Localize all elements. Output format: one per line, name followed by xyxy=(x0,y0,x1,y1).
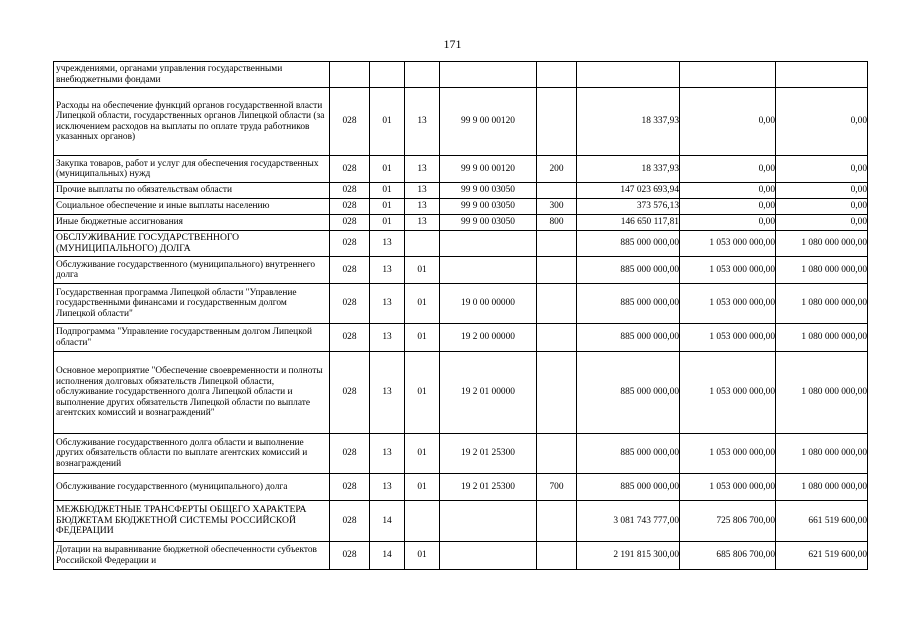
cell-section: 14 xyxy=(370,501,405,542)
cell-target-article: 99 9 00 03050 xyxy=(440,183,537,199)
cell-amount-year3: 1 080 000 000,00 xyxy=(776,284,868,324)
cell-amount-year1: 885 000 000,00 xyxy=(577,434,680,474)
cell-admin-code: 028 xyxy=(330,284,370,324)
cell-section: 01 xyxy=(370,215,405,231)
cell-amount-year3: 1 080 000 000,00 xyxy=(776,324,868,352)
cell-subsection: 13 xyxy=(405,156,440,183)
cell-expense-type xyxy=(537,62,577,88)
budget-table xyxy=(53,61,868,570)
cell-amount-year1: 885 000 000,00 xyxy=(577,352,680,434)
row-name: Прочие выплаты по обязательствам области xyxy=(54,183,330,199)
cell-amount-year1: 2 191 815 300,00 xyxy=(577,542,680,570)
cell-target-article: 19 0 00 00000 xyxy=(440,284,537,324)
table-row xyxy=(54,183,868,199)
row-name: Иные бюджетные ассигнования xyxy=(54,215,330,231)
cell-amount-year2: 0,00 xyxy=(680,88,776,156)
cell-admin-code: 028 xyxy=(330,352,370,434)
cell-amount-year1: 885 000 000,00 xyxy=(577,257,680,284)
table-row xyxy=(54,156,868,183)
cell-expense-type xyxy=(537,501,577,542)
cell-expense-type xyxy=(537,434,577,474)
row-name: Социальное обеспечение и иные выплаты населению xyxy=(54,199,330,215)
row-name: Закупка товаров, работ и услуг для обеспечения государственных (муниципальных) нужд xyxy=(54,156,330,183)
page-number: 171 xyxy=(443,37,462,51)
cell-subsection: 13 xyxy=(405,215,440,231)
cell-target-article xyxy=(440,62,537,88)
table-row xyxy=(54,284,868,324)
cell-expense-type xyxy=(537,88,577,156)
cell-expense-type xyxy=(537,257,577,284)
cell-section: 01 xyxy=(370,199,405,215)
cell-amount-year1: 885 000 000,00 xyxy=(577,231,680,257)
row-name: ОБСЛУЖИВАНИЕ ГОСУДАРСТВЕННОГО (МУНИЦИПАЛЬНОГО) ДОЛГА xyxy=(54,231,330,257)
cell-amount-year1: 147 023 693,94 xyxy=(577,183,680,199)
cell-amount-year1: 18 337,93 xyxy=(577,88,680,156)
row-name: Обслуживание государственного (муниципального) внутреннего долга xyxy=(54,257,330,284)
cell-subsection: 01 xyxy=(405,257,440,284)
cell-section: 01 xyxy=(370,183,405,199)
cell-expense-type: 800 xyxy=(537,215,577,231)
cell-amount-year2: 1 053 000 000,00 xyxy=(680,284,776,324)
cell-expense-type: 300 xyxy=(537,199,577,215)
row-name: Обслуживание государственного (муниципального) долга xyxy=(54,474,330,501)
cell-amount-year2: 1 053 000 000,00 xyxy=(680,257,776,284)
cell-target-article: 99 9 00 00120 xyxy=(440,156,537,183)
cell-target-article xyxy=(440,501,537,542)
cell-amount-year3: 1 080 000 000,00 xyxy=(776,352,868,434)
cell-admin-code: 028 xyxy=(330,434,370,474)
cell-subsection: 01 xyxy=(405,434,440,474)
cell-target-article xyxy=(440,231,537,257)
cell-target-article: 99 9 00 03050 xyxy=(440,215,537,231)
cell-amount-year2: 1 053 000 000,00 xyxy=(680,474,776,501)
cell-target-article xyxy=(440,257,537,284)
cell-amount-year2: 685 806 700,00 xyxy=(680,542,776,570)
cell-amount-year2 xyxy=(680,62,776,88)
cell-section: 13 xyxy=(370,324,405,352)
cell-admin-code: 028 xyxy=(330,474,370,501)
cell-expense-type xyxy=(537,231,577,257)
cell-amount-year1: 885 000 000,00 xyxy=(577,474,680,501)
cell-amount-year1: 18 337,93 xyxy=(577,156,680,183)
cell-amount-year2: 0,00 xyxy=(680,215,776,231)
cell-admin-code: 028 xyxy=(330,501,370,542)
cell-subsection: 01 xyxy=(405,474,440,501)
cell-amount-year2: 1 053 000 000,00 xyxy=(680,231,776,257)
cell-subsection xyxy=(405,501,440,542)
row-name: Обслуживание государственного долга области и выполнение других обязательств области по выплате агентских комиссий и вознаграждений xyxy=(54,434,330,474)
cell-admin-code xyxy=(330,62,370,88)
cell-amount-year3: 0,00 xyxy=(776,215,868,231)
cell-amount-year1: 885 000 000,00 xyxy=(577,324,680,352)
cell-subsection xyxy=(405,231,440,257)
cell-amount-year1 xyxy=(577,62,680,88)
cell-amount-year2: 0,00 xyxy=(680,183,776,199)
cell-amount-year1: 3 081 743 777,00 xyxy=(577,501,680,542)
cell-section: 13 xyxy=(370,352,405,434)
table-row xyxy=(54,542,868,570)
table-row xyxy=(54,231,868,257)
cell-target-article: 19 2 00 00000 xyxy=(440,324,537,352)
cell-amount-year2: 1 053 000 000,00 xyxy=(680,352,776,434)
cell-amount-year1: 146 650 117,81 xyxy=(577,215,680,231)
cell-expense-type xyxy=(537,183,577,199)
cell-subsection: 01 xyxy=(405,542,440,570)
cell-admin-code: 028 xyxy=(330,324,370,352)
cell-expense-type: 200 xyxy=(537,156,577,183)
row-name: МЕЖБЮДЖЕТНЫЕ ТРАНСФЕРТЫ ОБЩЕГО ХАРАКТЕРА БЮДЖЕТАМ БЮДЖЕТНОЙ СИСТЕМЫ РОССИЙСКОЙ ФЕДЕРАЦИИ xyxy=(54,501,330,542)
cell-expense-type xyxy=(537,352,577,434)
row-name: Дотации на выравнивание бюджетной обеспеченности субъектов Российской Федерации и xyxy=(54,542,330,570)
cell-target-article: 19 2 01 25300 xyxy=(440,474,537,501)
cell-target-article: 99 9 00 03050 xyxy=(440,199,537,215)
cell-amount-year2: 0,00 xyxy=(680,199,776,215)
row-name: Основное мероприятие "Обеспечение своевременности и полноты исполнения долговых обязательств Липецкой области, обслуживание государственного долга Липецкой области и выполнение других обязательств Липецкой области по выплате агентских комиссий и вознаграждений" xyxy=(54,352,330,434)
table-row xyxy=(54,352,868,434)
cell-amount-year3: 0,00 xyxy=(776,199,868,215)
cell-expense-type xyxy=(537,542,577,570)
cell-target-article xyxy=(440,542,537,570)
cell-section: 14 xyxy=(370,542,405,570)
cell-amount-year3: 661 519 600,00 xyxy=(776,501,868,542)
cell-section: 13 xyxy=(370,474,405,501)
cell-amount-year3: 1 080 000 000,00 xyxy=(776,434,868,474)
cell-admin-code: 028 xyxy=(330,183,370,199)
cell-amount-year3: 1 080 000 000,00 xyxy=(776,231,868,257)
cell-section: 01 xyxy=(370,88,405,156)
cell-expense-type: 700 xyxy=(537,474,577,501)
cell-target-article: 99 9 00 00120 xyxy=(440,88,537,156)
cell-subsection: 01 xyxy=(405,284,440,324)
cell-section: 13 xyxy=(370,257,405,284)
cell-subsection: 01 xyxy=(405,352,440,434)
table-row xyxy=(54,199,868,215)
row-name: Подпрограмма "Управление государственным долгом Липецкой области" xyxy=(54,324,330,352)
cell-section: 13 xyxy=(370,284,405,324)
cell-amount-year3: 0,00 xyxy=(776,88,868,156)
cell-amount-year3: 1 080 000 000,00 xyxy=(776,474,868,501)
table-row xyxy=(54,474,868,501)
table-row xyxy=(54,434,868,474)
cell-amount-year3 xyxy=(776,62,868,88)
table-row xyxy=(54,215,868,231)
cell-admin-code: 028 xyxy=(330,257,370,284)
cell-amount-year1: 885 000 000,00 xyxy=(577,284,680,324)
cell-section: 01 xyxy=(370,156,405,183)
cell-amount-year2: 1 053 000 000,00 xyxy=(680,324,776,352)
cell-expense-type xyxy=(537,324,577,352)
table-row xyxy=(54,62,868,88)
cell-section: 13 xyxy=(370,231,405,257)
cell-amount-year2: 1 053 000 000,00 xyxy=(680,434,776,474)
cell-admin-code: 028 xyxy=(330,542,370,570)
table-row xyxy=(54,88,868,156)
cell-section: 13 xyxy=(370,434,405,474)
row-name: Государственная программа Липецкой области "Управление государственными финансами и государственным долгом Липецкой области" xyxy=(54,284,330,324)
cell-admin-code: 028 xyxy=(330,215,370,231)
cell-admin-code: 028 xyxy=(330,156,370,183)
table-body xyxy=(54,62,868,570)
cell-target-article: 19 2 01 25300 xyxy=(440,434,537,474)
cell-subsection: 01 xyxy=(405,324,440,352)
cell-subsection xyxy=(405,62,440,88)
cell-amount-year3: 1 080 000 000,00 xyxy=(776,257,868,284)
row-name: Расходы на обеспечение функций органов государственной власти Липецкой области, государственных органов Липецкой области (за исключением расходов на выплаты по оплате труда работников указанных органов) xyxy=(54,88,330,156)
table-row xyxy=(54,324,868,352)
cell-target-article: 19 2 01 00000 xyxy=(440,352,537,434)
cell-admin-code: 028 xyxy=(330,199,370,215)
cell-amount-year2: 0,00 xyxy=(680,156,776,183)
cell-subsection: 13 xyxy=(405,88,440,156)
cell-admin-code: 028 xyxy=(330,231,370,257)
cell-amount-year3: 0,00 xyxy=(776,183,868,199)
cell-expense-type xyxy=(537,284,577,324)
table-row xyxy=(54,257,868,284)
cell-amount-year3: 621 519 600,00 xyxy=(776,542,868,570)
table-row xyxy=(54,501,868,542)
cell-subsection: 13 xyxy=(405,183,440,199)
cell-amount-year2: 725 806 700,00 xyxy=(680,501,776,542)
cell-admin-code: 028 xyxy=(330,88,370,156)
cell-section xyxy=(370,62,405,88)
cell-amount-year3: 0,00 xyxy=(776,156,868,183)
row-name: учреждениями, органами управления государственными внебюджетными фондами xyxy=(54,62,330,88)
cell-subsection: 13 xyxy=(405,199,440,215)
cell-amount-year1: 373 576,13 xyxy=(577,199,680,215)
